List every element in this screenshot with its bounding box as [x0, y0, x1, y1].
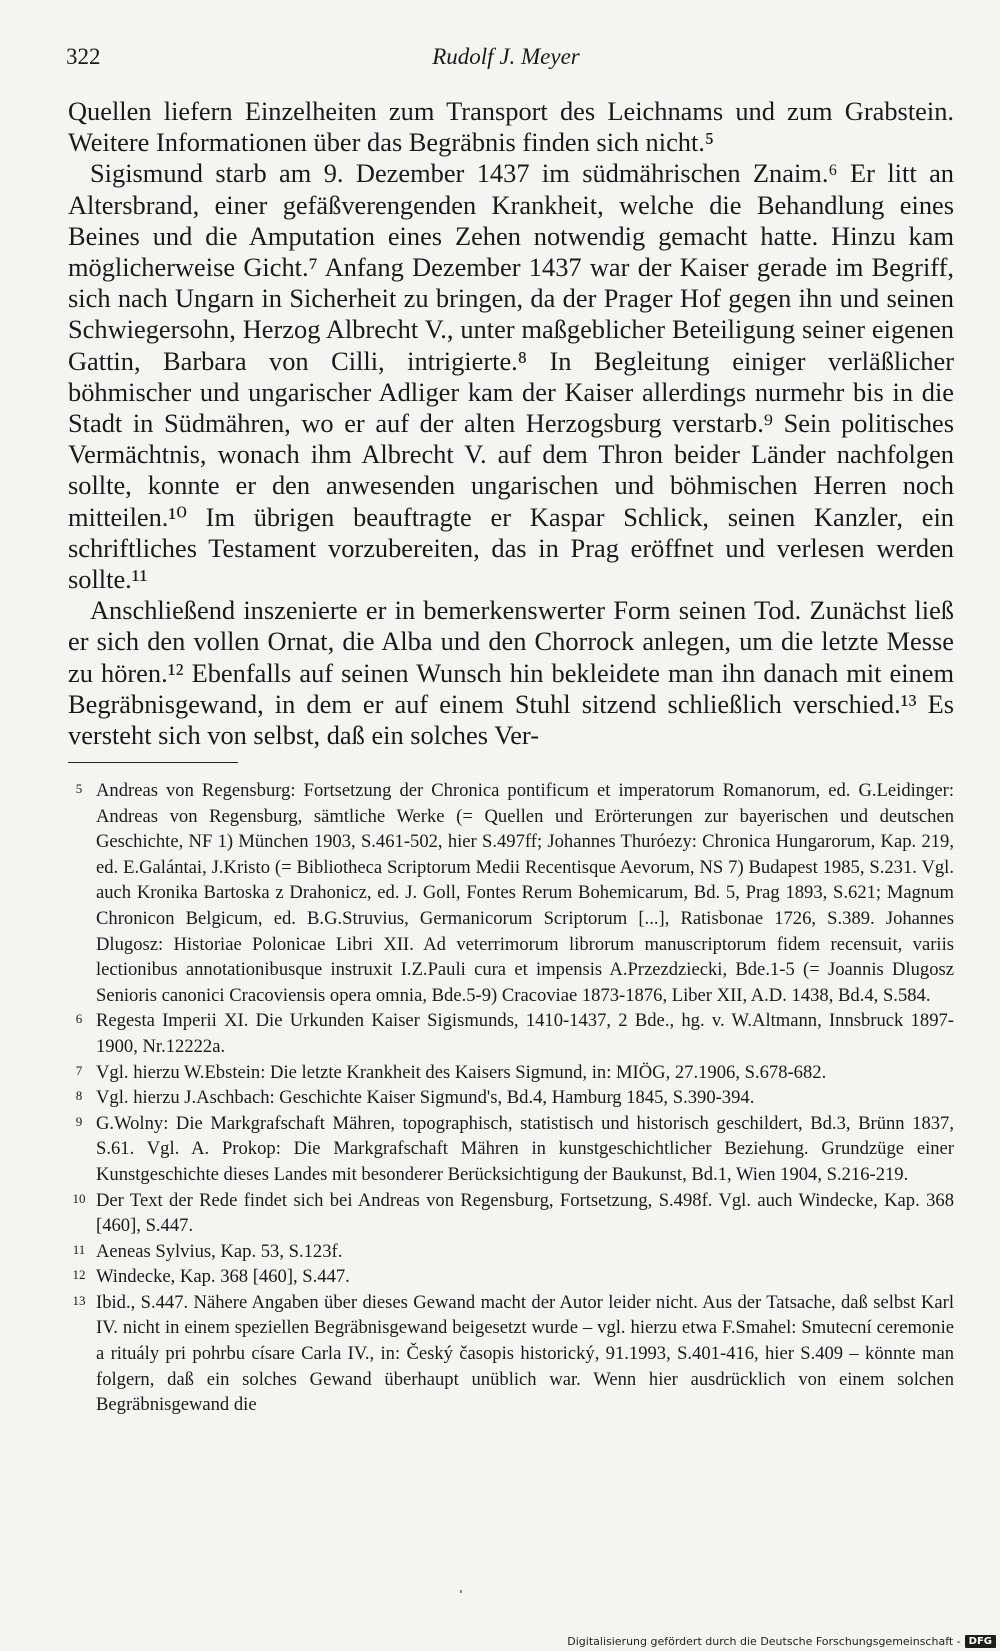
footnote-text: Regesta Imperii XI. Die Urkunden Kaiser Sigismunds, 1410-1437, 2 Bde., hg. v. W.Altmann, Innsbruck 1897-1900, Nr.12222a. [96, 1010, 954, 1057]
footnote-number: 7 [75, 1062, 83, 1078]
paragraph: Quellen liefern Einzelheiten zum Transport des Leichnams und zum Grabstein. Weitere Informationen über das Begräbnis finden sich nicht.⁵ [68, 96, 954, 158]
footnote-text: Vgl. hierzu W.Ebstein: Die letzte Krankheit des Kaisers Sigmund, in: MIÖG, 27.1906, S.678-682. [96, 1061, 827, 1083]
footnote-text: Vgl. hierzu J.Aschbach: Geschichte Kaiser Sigmund's, Bd.4, Hamburg 1845, S.390-394. [96, 1087, 755, 1109]
footnote-number: 8 [75, 1088, 83, 1104]
main-text [68, 96, 954, 751]
footnote-number: 5 [75, 781, 83, 796]
footnote [68, 1060, 954, 1086]
digitization-credit [567, 1635, 996, 1648]
credit-text: Digitalisierung gefördert durch die Deutsche Forschungsgemeinschaft - [567, 1635, 961, 1648]
page-number: 322 [66, 44, 101, 69]
footnote-number: 12 [72, 1267, 86, 1283]
footnote [68, 1239, 954, 1265]
footnote-number: 11 [72, 1241, 86, 1257]
footnote-text: Ibid., S.447. Nähere Angaben über dieses Gewand macht der Autor leider nicht. Aus der Tatsache, daß selbst Karl IV. nicht in einem speziellen Begräbnisgewand beigesetzt wurde – vgl. hierzu etwa F.Smahel: Smutecní ceremonie a rituály pri pohrbu císare Carla IV., in: Český časopis historický, 91.1993, S.401-416, hier S.409 – könnte man folgern, daß ein solches Gewand überhaupt unüblich war. Wenn hier ausdrücklich von einem solchen Begräbnisgewand die [96, 1291, 954, 1416]
paragraph: Anschließend inszenierte er in bemerkenswerter Form seinen Tod. Zunächst ließ er sich den vollen Ornat, die Alba und den Chorrock anlegen, um die letzte Messe zu hören.¹² Ebenfalls auf seinen Wunsch hin bekleidete man ihn danach mit einem Begräbnisgewand, in dem er auf einem Stuhl sitzend schließlich verschied.¹³ Es versteht sich von selbst, daß ein solches Ver- [68, 595, 954, 751]
footnote [68, 1111, 954, 1188]
footnotes [68, 778, 954, 1418]
footnote-number: 10 [72, 1190, 86, 1206]
footnote [68, 1085, 954, 1111]
footnote-text: Andreas von Regensburg: Fortsetzung der Chronica pontificum et imperatorum Romanorum, ed. G.Leidinger: Andreas von Regensburg, sämtliche Werke (= Quellen und Erörterungen zur bayerischen und deutschen Geschichte, NF 1) München 1903, S.461-502, hier S.497ff; Johannes Thuróezy: Chronica Hungarorum, Kap. 219, ed. E.Galántai, J.Kristo (= Bibliotheca Scriptorum Medii Recentisque Aevorum, NS 7) Budapest 1985, S.231. Vgl. auch Kronika Bartoska z Drahonicz, ed. J. Goll, Fontes Rerum Bohemicarum, Bd. 5, Prag 1893, S.621; Magnum Chronicon Belgicum, ed. B.G.Struvius, Germanicorum Scriptorum [...], Ratisbonae 1726, S.389. Johannes Dlugosz: Historiae Polonicae Libri XII. Ad veterrimorum librorum manuscriptorum fidem recensuit, variis lectionibus annotationibusque instruxit I.Z.Pauli cura et impensis A.Przezdziecki, Bde.1-5 (= Joannis Dlugosz Senioris canonici Cracoviensis opera omnia, Bde.5-9) Cracoviae 1873-1876, Liber XII, A.D. 1438, Bd.4, S.584. [96, 780, 954, 1006]
running-head: Rudolf J. Meyer [432, 44, 580, 69]
footnote-text: G.Wolny: Die Markgrafschaft Mähren, topographisch, statistisch und historisch geschildert, Bd.3, Brünn 1837, S.61. Vgl. A. Prokop: Die Markgrafschaft Mähren in kunstgeschichtlicher Beziehung. Grundzüge einer Kunstgeschichte dieses Landes mit besonderer Berücksichtigung der Baukunst, Bd.1, Wien 1904, S.216-219. [96, 1112, 954, 1185]
footnote-number: 9 [75, 1113, 83, 1129]
footnote-text: Windecke, Kap. 368 [460], S.447. [96, 1266, 350, 1288]
dfg-logo: DFG [965, 1635, 996, 1648]
footnote-rule [68, 762, 238, 763]
paragraph: Sigismund starb am 9. Dezember 1437 im südmährischen Znaim.⁶ Er litt an Altersbrand, einer gefäßverengenden Krankheit, welche die Behandlung eines Beines und die Amputation eines Zehen notwendig gemacht hatte. Hinzu kam möglicherweise Gicht.⁷ Anfang Dezember 1437 war der Kaiser gerade im Begriff, sich nach Ungarn in Sicherheit zu bringen, da der Prager Hof gegen ihn und seinen Schwiegersohn, Herzog Albrecht V., unter maßgeblicher Beteiligung seiner eigenen Gattin, Barbara von Cilli, intrigierte.⁸ In Begleitung einiger verläßlicher böhmischer und ungarischer Adliger kam der Kaiser allerdings nurmehr bis in die Stadt in Südmähren, wo er auf der alten Herzogsburg verstarb.⁹ Sein politisches Vermächtnis, wonach ihm Albrecht V. auf dem Thron beider Länder nachfolgen sollte, konnte er den anwesenden ungarischen und böhmischen Herren noch mitteilen.¹⁰ Im übrigen beauftragte er Kaspar Schlick, seinen Kanzler, ein schriftliches Testament vorzubereiten, das in Prag eröffnet und verlesen werden sollte.¹¹ [68, 158, 954, 595]
footnote-text: Der Text der Rede findet sich bei Andreas von Regensburg, Fortsetzung, S.498f. Vgl. auch Windecke, Kap. 368 [460], S.447. [96, 1189, 954, 1237]
footnote [68, 1008, 954, 1059]
footnote [68, 1188, 954, 1239]
footnote-text: Aeneas Sylvius, Kap. 53, S.123f. [96, 1240, 343, 1262]
footnote [68, 1264, 954, 1290]
page-header [66, 44, 946, 74]
scan-artifact [460, 1590, 462, 1593]
footnote-number: 13 [72, 1292, 86, 1308]
footnote [68, 778, 954, 1008]
footnote [68, 1290, 954, 1418]
footnote-number: 6 [75, 1011, 83, 1027]
